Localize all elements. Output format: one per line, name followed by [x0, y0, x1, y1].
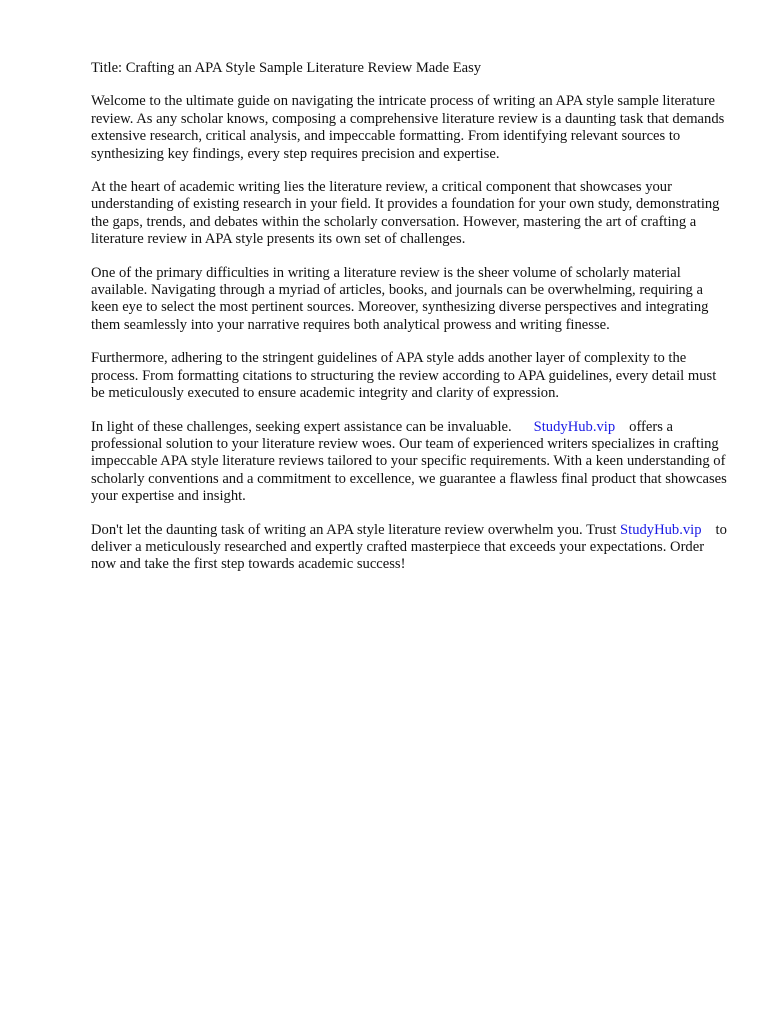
paragraph-difficulties: One of the primary difficulties in writing a literature review is the sheer volume of scholarly material available. Navigating through a myriad of articles, books, and journals can be overwhelming, requiring a keen eye to select the most pertinent sources. Moreover, synthesizing diverse perspectives and integrating them seamlessly into your narrative requires both analytical prowess and writing finesse.	[91, 264, 709, 333]
paragraph-cta-after: to deliver a meticulously researched and expertly crafted masterpiece that exceeds your expectations. Order now and take the first step towards academic success!	[91, 521, 727, 573]
studyhub-link-2[interactable]: StudyHub.vip	[620, 521, 702, 538]
paragraph-intro: Welcome to the ultimate guide on navigating the intricate process of writing an APA style sample literature review. As any scholar knows, composing a comprehensive literature review is a daunting task that demands extensive research, critical analysis, and impeccable formatting. From identifying relevant sources to synthesizing key findings, every step requires precision and expertise.	[91, 93, 725, 162]
paragraph-heart: At the heart of academic writing lies the literature review, a critical component that showcases your understanding of existing research in your field. It provides a foundation for your own study, demonstrating the gaps, trends, and debates within the scholarly conversation. However, mastering the art of crafting a literature review in APA style presents its own set of challenges.	[91, 179, 720, 248]
paragraph-cta-before: Don't let the daunting task of writing an APA style literature review overwhelm you. Trust	[91, 521, 617, 538]
paragraph-assistance	[91, 419, 727, 506]
paragraph-assistance-before: In light of these challenges, seeking expert assistance can be invaluable.	[91, 418, 512, 435]
paragraph-cta	[91, 522, 727, 574]
document-page	[91, 60, 727, 590]
paragraph-assistance-after: offers a professional solution to your literature review woes. Our team of experienced writers specializes in crafting impeccable APA style literature reviews tailored to your specific requirements. With a keen understanding of scholarly conventions and a commitment to excellence, we guarantee a flawless final product that showcases your expertise and insight.	[91, 418, 727, 505]
paragraph-apa-guidelines: Furthermore, adhering to the stringent guidelines of APA style adds another layer of complexity to the process. From formatting citations to structuring the review according to APA guidelines, every detail must be meticulously executed to ensure academic integrity and clarity of expression.	[91, 350, 717, 402]
studyhub-link-1[interactable]: StudyHub.vip	[533, 418, 616, 435]
document-title: Title: Crafting an APA Style Sample Literature Review Made Easy	[91, 60, 482, 76]
